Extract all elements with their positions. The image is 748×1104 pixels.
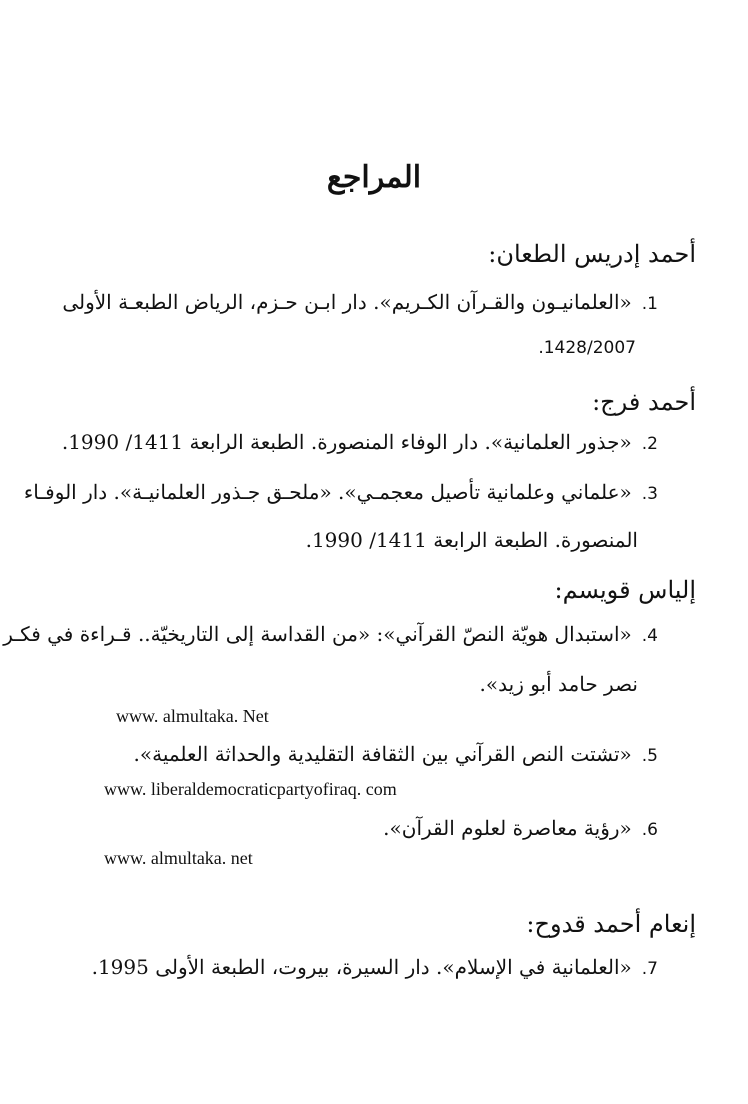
reference-number: 4. — [641, 626, 658, 646]
reference-number: 1. — [641, 294, 658, 314]
author-heading: إنعام أحمد قدوح: — [526, 910, 696, 938]
reference-2 — [61, 430, 658, 454]
reference-text: «استبدال هويّة النصّ القرآني»: «من القداسة إلى التاريخيّة.. قـراءة في فكـر — [3, 622, 632, 646]
reference-url: www. liberaldemocraticpartyofiraq. com — [104, 779, 397, 799]
reference-6 — [100, 816, 658, 840]
reference-number: 3. — [641, 484, 658, 504]
reference-continuation: نصر حامد أبو زيد». — [479, 672, 638, 696]
reference-number: 7. — [641, 959, 658, 979]
reference-text: «رؤية معاصرة لعلوم القرآن». — [383, 816, 632, 840]
author-heading: إلياس قويسم: — [554, 576, 696, 604]
reference-3 — [23, 480, 658, 504]
page-title: المراجع — [326, 160, 422, 195]
reference-1 — [62, 290, 658, 314]
reference-text: «تشتت النص القرآني بين الثقافة التقليدية والحداثة العلمية». — [133, 742, 632, 766]
author-heading: أحمد فرج: — [592, 388, 696, 416]
reference-4 — [3, 622, 658, 646]
reference-number: 2. — [641, 434, 658, 454]
reference-continuation: المنصورة. الطبعة الرابعة 1411/ 1990. — [305, 528, 638, 552]
reference-5 — [100, 742, 658, 766]
reference-text: «جذور العلمانية». دار الوفاء المنصورة. الطبعة الرابعة 1411/ 1990. — [61, 430, 632, 454]
reference-text: «العلمانية في الإسلام». دار السيرة، بيروت، الطبعة الأولى 1995. — [91, 955, 632, 979]
reference-text: «العلمانيـون والقـرآن الكـريم». دار ابـن حـزم، الرياض الطبعـة الأولى — [62, 290, 632, 314]
reference-number: 6. — [641, 820, 658, 840]
reference-continuation: 1428/2007. — [538, 338, 636, 358]
reference-url: www. almultaka. net — [104, 848, 253, 868]
reference-url: www. almultaka. Net — [116, 706, 269, 726]
reference-7 — [91, 955, 658, 979]
reference-text: «علماني وعلمانية تأصيل معجمـي». «ملحـق جـذور العلمانيـة». دار الوفـاء — [23, 480, 632, 504]
reference-number: 5. — [641, 746, 658, 766]
author-heading: أحمد إدريس الطعان: — [488, 240, 696, 268]
